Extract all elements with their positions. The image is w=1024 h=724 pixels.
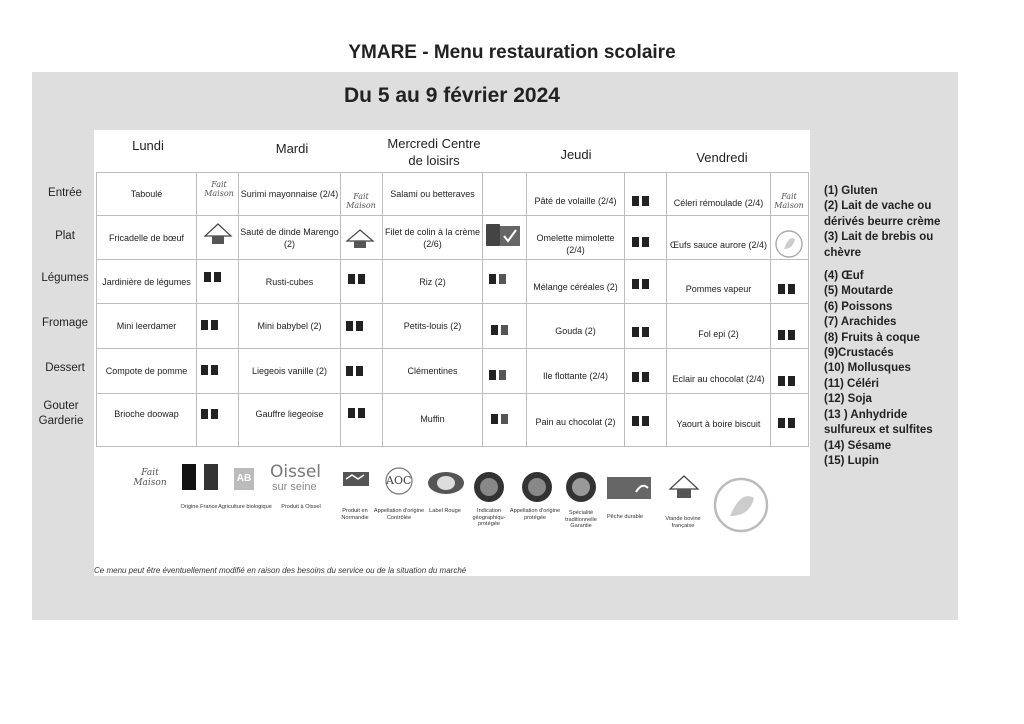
menu-cell: Liegeois vanille (2) [251,366,328,376]
menu-cell: Riz (2) [419,276,446,287]
row-label-legumes: Légumes [41,272,89,284]
allergen-item: (9)Crustacés [824,347,894,360]
menu-cell: Pommes vapeur [685,283,752,294]
day-header-lundi: Lundi [132,138,164,153]
legend-label: Label Rouge [429,508,461,514]
menu-cell: Muffin [420,414,445,424]
fait-maison-icon: Fait Maison [346,192,376,210]
origine-france-icon [778,376,795,386]
viande-bovine-francaise-icon [668,474,700,504]
allergen-item: (6) Poissons [824,300,893,313]
menu-cell: Fol epi (2) [698,328,739,339]
allergen-item: dérivés beurre crème [824,215,941,228]
legend-label: Appellation d'origine protégée [509,508,561,521]
oissel-sub: sur seine [272,481,317,493]
vegetarien-icon [712,476,770,534]
legend-label: Pêche durable [606,514,644,520]
page-title: YMARE - Menu restauration scolaire [348,42,676,63]
grid-line [482,172,483,447]
viande-bovine-francaise-icon [345,228,375,252]
menu-cell: Ile flottante (2/4) [542,371,609,381]
stg-icon [564,470,598,504]
origine-france-icon [632,416,649,426]
grid-line [808,172,809,447]
allergen-item: (10) Mollusques [824,362,911,375]
menu-cell: Mini leerdamer [116,321,177,331]
footnote: Ce menu peut être éventuellement modifié en raison des besoins du service ou de la situation du marché [94,566,467,575]
origine-france-icon [778,330,795,340]
allergen-item: chèvre [824,246,862,259]
allergen-item: (1) Gluten [824,185,878,197]
menu-cell: Compote de pomme [105,366,188,376]
vegetarien-icon [774,229,804,259]
grid-line [624,172,625,447]
menu-cell: Gauffre liegeoise [255,409,324,419]
origine-france-icon [632,279,649,289]
origine-france-icon [201,365,218,375]
row-label-gouter: Gouter Garderie [38,400,84,427]
legend-label: Produit à Oissel [281,504,321,510]
peche-durable-icon [606,476,652,502]
origine-france-icon [204,272,221,282]
origine-france-icon [632,372,649,382]
menu-cell: Gouda (2) [555,326,596,336]
legend-label: Agriculture biologique [218,504,272,510]
day-header-vendredi: Vendredi [696,150,748,165]
igp-icon [472,470,506,504]
fait-maison-icon: Fait Maison [204,180,234,198]
allergen-item: (2) Lait de vache ou [824,200,932,213]
allergen-item: sulfureux et sulfites [824,424,933,437]
legend-label: Appellation d'origine Contrôlée [373,508,425,521]
origine-france-icon [201,320,218,330]
menu-cell: Eclair au chocolat (2/4) [672,374,765,384]
legend-label: Viande bovine française [665,516,701,529]
menu-cell: Céleri rémoulade (2/4) [673,198,764,208]
menu-cell: Pain au chocolat (2) [535,417,616,427]
allergen-item: (5) Moutarde [824,285,893,298]
origine-france-icon [348,274,365,284]
menu-cell: Salami ou betteraves [390,189,475,199]
allergen-spacer [824,261,940,269]
menu-cell: Taboulé [130,189,163,199]
menu-cell: Yaourt à boire biscuit [676,419,761,429]
peche-durable-icon [486,224,500,246]
day-header-jeudi: Jeudi [560,147,592,162]
grid-line [96,446,808,447]
menu-cell: Filet de colin à la crème (2/6) [384,226,481,249]
allergen-item: (14) Sésame [824,439,892,452]
date-range: Du 5 au 9 février 2024 [344,84,560,107]
origine-france-icon [491,325,508,335]
grid-line [196,172,197,447]
menu-cell: Clémentines [407,366,458,376]
origine-france-icon [632,237,649,247]
origine-france-icon [182,464,218,490]
legend-label: Produit en Normandie [341,508,369,521]
menu-cell: Brioche doowap [114,409,179,419]
day-header-mercredi: Mercredi Centre de loisirs [387,136,481,168]
label-rouge-icon [426,470,466,496]
origine-france-icon [201,409,218,419]
allergen-item: (4) Œuf [824,270,864,283]
origine-france-icon [346,366,363,376]
allergen-item: (12) Soja [824,393,872,406]
day-header-mardi: Mardi [275,141,309,156]
legend-label: Spécialité traditionnelle Garantie [565,510,597,530]
origine-france-icon [778,284,795,294]
origine-france-icon [346,321,363,331]
viande-bovine-francaise-icon [203,222,233,248]
aoc-mark: AOC [386,474,412,487]
grid-line [340,172,341,447]
peche-durable-check-icon [499,225,521,247]
menu-cell: Surimi mayonnaise (2/4) [240,189,339,199]
menu-cell: Sauté de dinde Marengo (2) [240,226,339,249]
menu-cell: Petits-louis (2) [403,321,462,331]
menu-cell: Rusti-cubes [265,276,314,287]
origine-france-icon [489,274,506,284]
origine-france-icon [778,418,795,428]
row-label-entree: Entrée [48,187,82,199]
menu-cell: Jardinière de légumes [102,276,191,287]
allergen-item: (7) Arachides [824,316,897,329]
row-label-plat: Plat [55,230,75,242]
allergen-list [824,184,940,469]
origine-france-icon [348,408,365,418]
aop-icon [520,470,554,504]
row-label-fromage: Fromage [41,317,89,329]
allergen-item: (11) Céléri [824,377,879,390]
grid-line [770,172,771,447]
agriculture-bio-icon: AB [234,468,254,490]
legend-label: Origine France [180,504,218,510]
menu-cell: Pâté de volaille (2/4) [534,196,617,206]
origine-france-icon [489,370,506,380]
origine-france-icon [491,414,508,424]
menu-cell: Fricadelle de bœuf [108,232,185,243]
allergen-item: (13 ) Anhydride [824,408,908,421]
allergen-item: (15) Lupin [824,454,879,467]
menu-cell: Mini babybel (2) [257,321,322,331]
origine-france-icon [632,196,649,206]
fait-maison-icon: Fait Maison [133,468,167,488]
menu-cell: Œufs sauce aurore (2/4) [669,240,768,250]
origine-france-icon [632,327,649,337]
fait-maison-icon: Fait Maison [774,192,804,210]
row-label-dessert: Dessert [45,362,85,374]
oissel-logo: Oissel [270,462,321,482]
menu-cell: Omelette mimolette (2/4) [536,233,615,255]
allergen-item: (8) Fruits à coque [824,331,920,344]
menu-cell: Mélange céréales (2) [533,281,618,292]
allergen-item: (3) Lait de brebis ou [824,231,934,244]
normandie-icon [340,466,372,492]
legend-label: Indication géographiqu-protégée [472,508,506,528]
